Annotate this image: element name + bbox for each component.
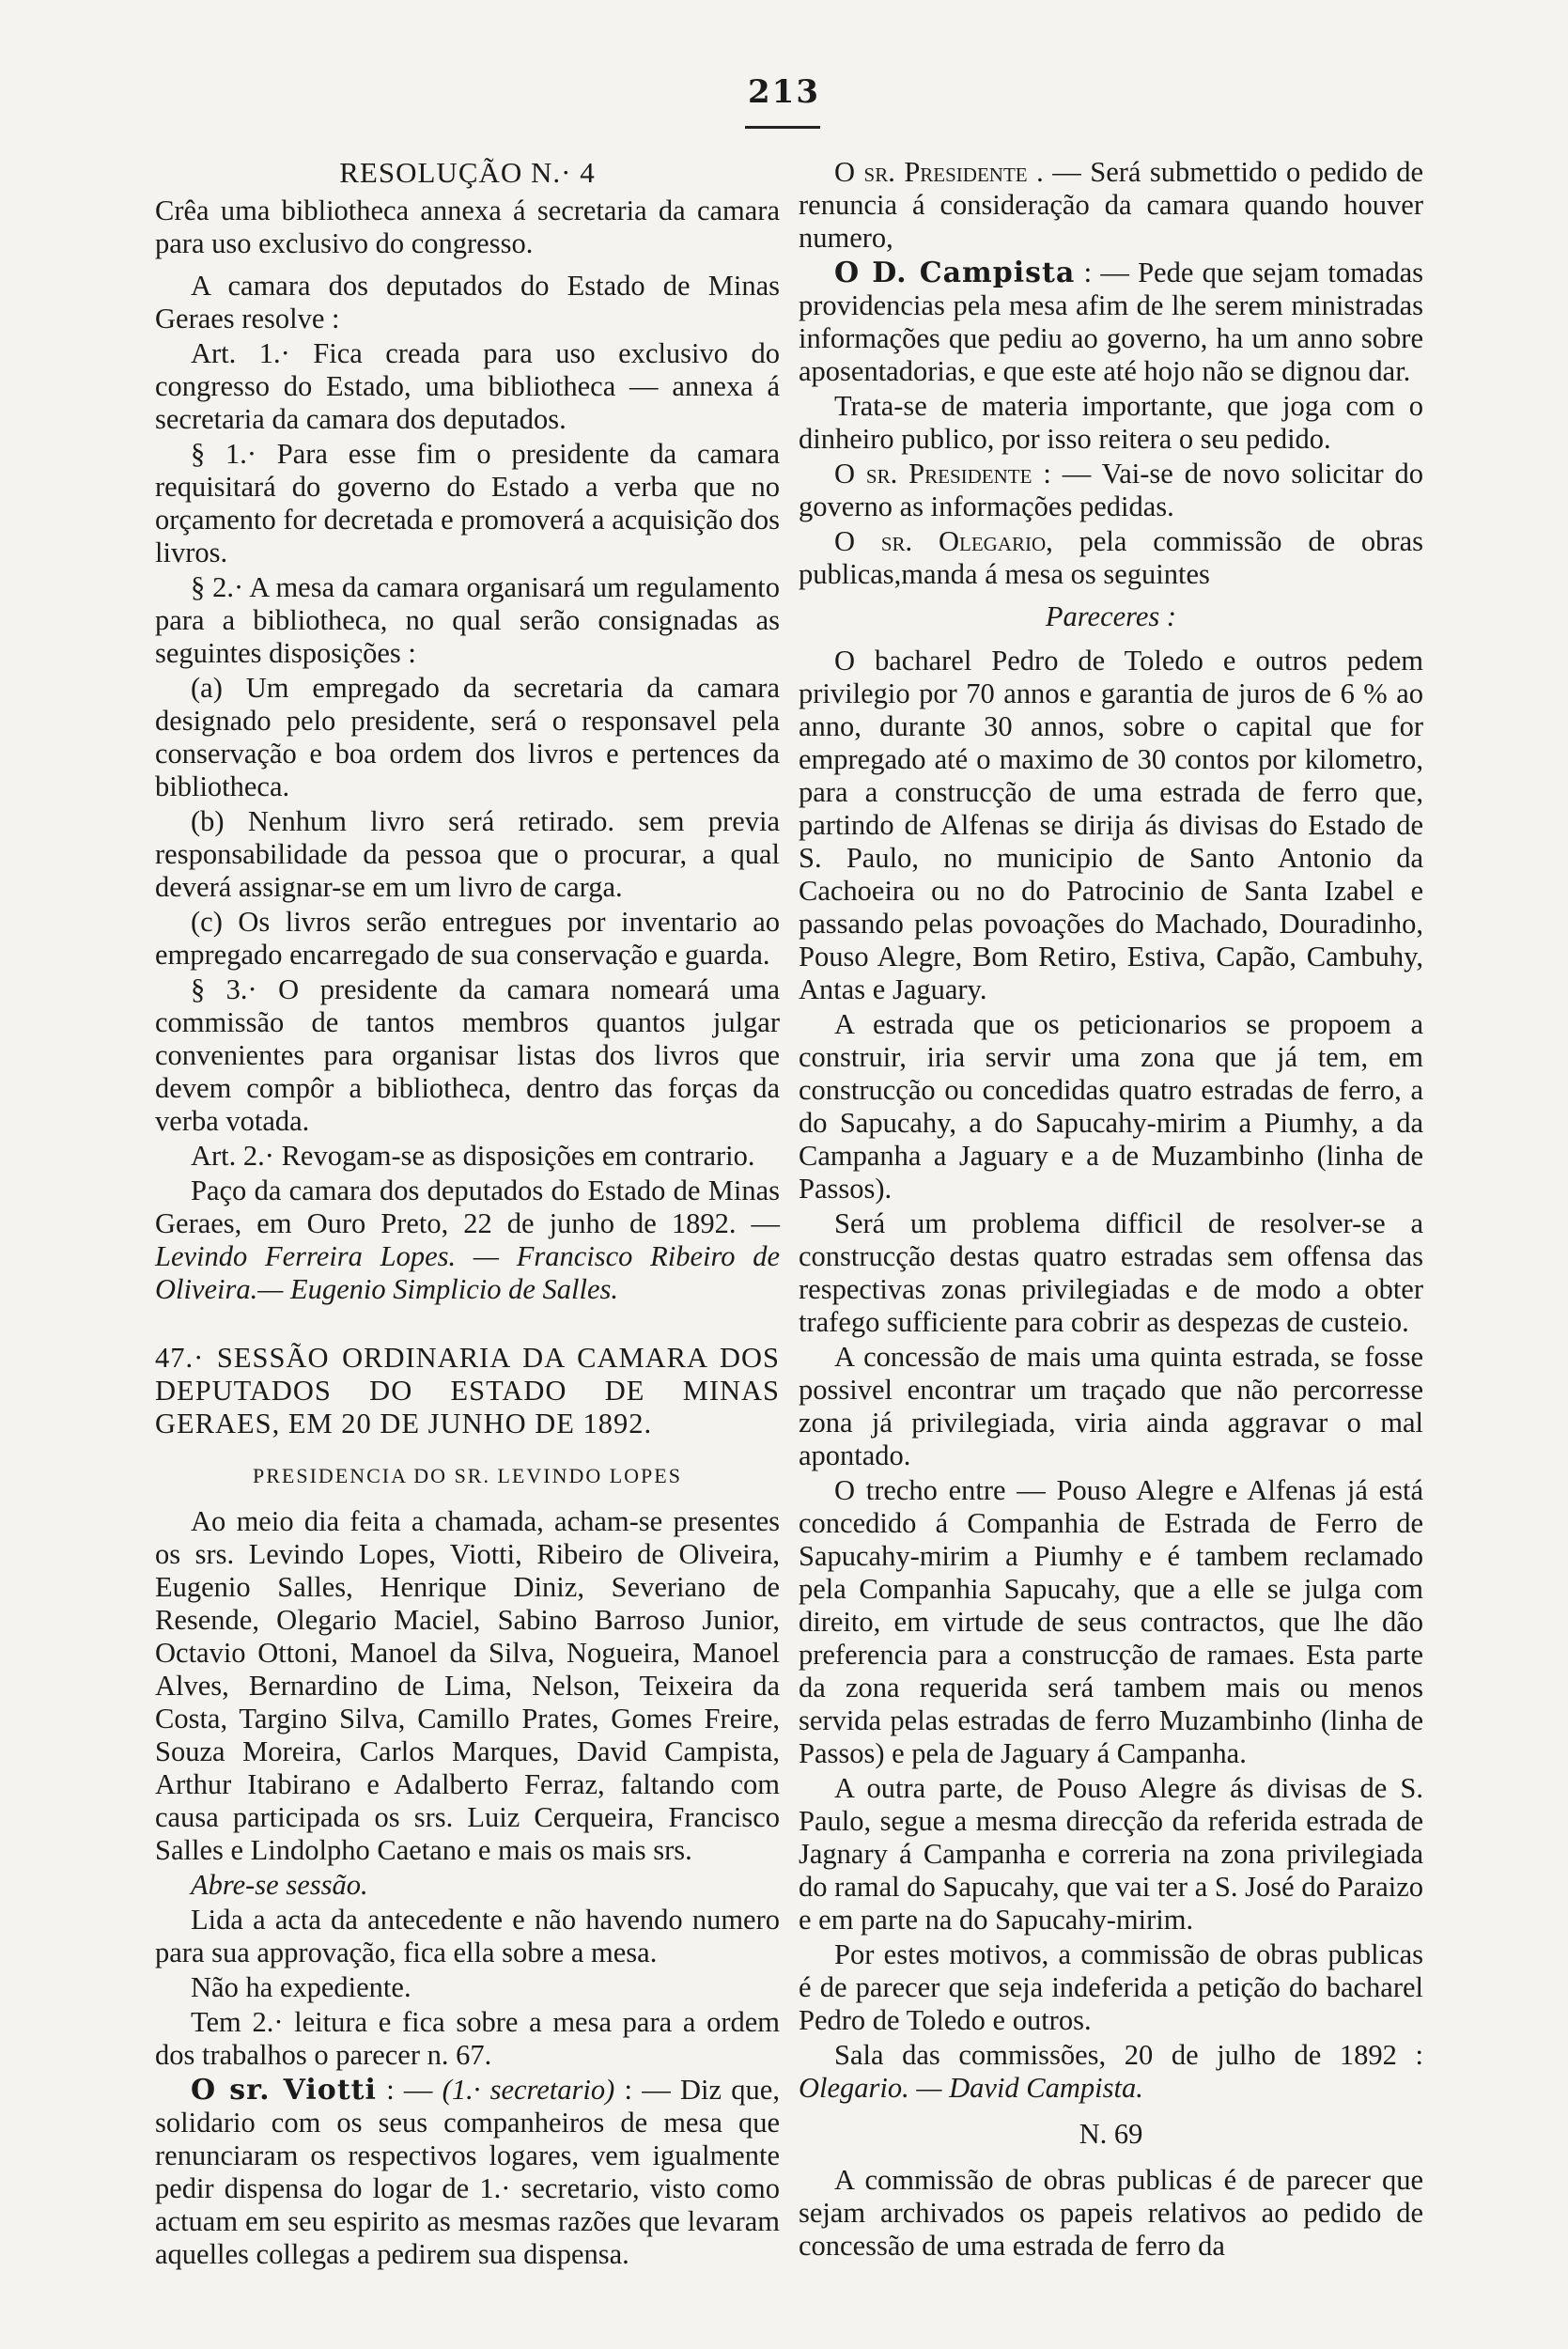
item-b: (b) Nenhum livro será retirado. sem previa responsabilidade da pessoa que o procurar, a qual deverá assignar-se em um livro de carga. <box>155 805 780 903</box>
parecer-paragraph-2: A estrada que os peticionarios se propoem a construir, iria servir uma zona que já tem, em construcção ou concedidas quatro estradas de ferro, a do Sapucahy, a do Sapucahy-mirim a Piumhy, a da Campanha a Jaguary e a de Muzambinho (linha de Passos). <box>799 1008 1423 1205</box>
item-a: (a) Um empregado da secretaria da camara designado pelo presidente, será o responsavel pela conservação e boa ordem dos livros e pertences da bibliotheca. <box>155 672 780 802</box>
viotti-text: Diz que, solidario com os seus companheiros de mesa que renunciaram os respectivos logares, vem igualmente pedir dispensa do logar de 1.· secretario, visto como actuam em seu espirito as mesmas razões que levaram aquelles collegas a pedirem sua dispensa. <box>155 2074 780 2270</box>
parecer-paragraph-3: Será um problema difficil de resolver-se a construcção destas quatro estradas sem offensa das respectivas zonas privilegiadas e de modo a obter trafego sufficiente para cobrir as despezas de custeio. <box>799 1207 1423 1338</box>
preamble: A camara dos deputados do Estado de Minas Geraes resolve : <box>155 270 780 334</box>
viotti-role: (1.· secretario) <box>442 2074 615 2106</box>
resolution-title: RESOLUÇÃO N.· 4 <box>339 156 596 189</box>
campista-speech-2: Trata-se de materia importante, que joga com o dinheiro publico, por isso reitera o seu pedido. <box>799 390 1423 455</box>
article-1: Art. 1.· Fica creada para uso exclusivo do congresso do Estado, uma bibliotheca — annexa á secretaria da camara dos deputados. <box>155 337 780 435</box>
signing-place <box>155 1174 780 1306</box>
pareceres-heading: Pareceres : <box>1045 600 1177 632</box>
session-heading: 47.· SESSÃO ORDINARIA DA CAMARA DOS DEPUTADOS DO ESTADO DE MINAS GERAES, EM 20 DE JUNHO DE 1892. <box>155 1342 780 1439</box>
resolution-summary: Crêa uma bibliotheca annexa á secretaria da camara para uso exclusivo do congresso. <box>155 194 780 259</box>
page-number: 213 <box>748 73 820 111</box>
parecer-paragraph-1: O bacharel Pedro de Toledo e outros pedem privilegio por 70 annos e garantia de juros de 6 % ao anno, durante 30 annos, sobre o capital que for empregado até o maximo de 30 contos por kilometro, para a construcção de uma estrada de ferro que, partindo de Alfenas se dirija ás divisas do Estado de S. Paulo, no municipio de Santo Antonio da Cachoeira ou no do Patrocinio de Santa Izabel e passando pelas povoações do Machado, Douradinho, Pouso Alegre, Bom Retiro, Estiva, Capão, Cambuhy, Antas e Jaguary. <box>799 645 1423 1005</box>
header-rule <box>745 126 820 129</box>
parecer-paragraph-4: A concessão de mais uma quinta estrada, se fosse possivel encontrar um traçado que não percorresse zona já privilegiada, viria ainda aggravar o mal apontado. <box>799 1341 1423 1471</box>
parecer-paragraph-6: A outra parte, de Pouso Alegre ás divisas de S. Paulo, segue a mesma direcção da referida estrada de Jagnary á Campanha e correria na zona privilegiada do ramal do Sapucahy, que vai ter a S. José do Paraizo e em parte na do Sapucahy-mirim. <box>799 1772 1423 1936</box>
commission-date: Sala das commissões, 20 de julho de 1892 : Olegario. — David Campista. <box>799 2039 1423 2104</box>
signing-text: Paço da camara dos deputados do Estado de Minas Geraes, em Ouro Preto, 22 de junho de 1892. — <box>155 1174 780 1239</box>
speaker-olegario: O sr. Olegario, <box>834 525 1053 557</box>
viotti-speech: O sr. Viotti : — (1.· secretario) : — Diz que, solidario com os seus companheiros de mesa que renunciaram os respectivos logares, vem igualmente pedir dispensa do logar de 1.· secretario, visto como actuam em seu espirito as mesmas razões que levaram aquelles collegas a pedirem sua dispensa. <box>155 2074 780 2270</box>
minutes-reading: Lida a acta da antecedente e não havendo numero para sua approvação, fica ella sobre a mesa. <box>155 1904 780 1968</box>
president-reply-1: O sr. Presidente . — Será submettido o pedido de renuncia á consideração da camara quando houver numero, <box>799 156 1424 254</box>
no-business: Não ha expediente. <box>191 1971 411 2003</box>
paragraph-1: § 1.· Para esse fim o presidente da camara requisitará do governo do Estado a verba que no orçamento for decretada e promoverá a acquisição dos livros. <box>155 438 780 568</box>
roll-call: Ao meio dia feita a chamada, acham-se presentes os srs. Levindo Lopes, Viotti, Ribeiro de Oliveira, Eugenio Salles, Henrique Diniz, Severiano de Resende, Olegario Maciel, Sabino Barroso Junior, Octavio Ottoni, Manoel da Silva, Nogueira, Manoel Alves, Bernardino de Lima, Nelson, Teixeira da Costa, Targino Silva, Camillo Prates, Gomes Freire, Souza Moreira, Carlos Marques, David Campista, Arthur Itabirano e Adalberto Ferraz, faltando com causa participada os srs. Luiz Cerqueira, Francisco Salles e Lindolpho Caetano e mais os mais srs. <box>155 1505 780 1866</box>
session-opened: Abre-se sessão. <box>191 1869 368 1901</box>
speaker-viotti: O sr. Viotti <box>191 2074 377 2107</box>
president-reply-2: O sr. Presidente : — Vai-se de novo solicitar do governo as informações pedidas. <box>799 458 1424 522</box>
left-column <box>155 156 780 2273</box>
paragraph-2: § 2.· A mesa da camara organisará um regulamento para a bibliotheca, no qual serão consignadas as seguintes disposições : <box>155 571 780 669</box>
speaker-president-2: O sr. Presidente <box>834 458 1032 490</box>
parecer-69-text: A commissão de obras publicas é de parecer que sejam archivados os papeis relativos ao pedido de concessão de uma estrada de ferro da <box>799 2164 1423 2262</box>
article-2: Art. 2.· Revogam-se as disposições em contrario. <box>191 1140 755 1172</box>
parecer-paragraph-5: O trecho entre — Pouso Alegre e Alfenas já está concedido á Companhia de Estrada de Ferro de Sapucahy-mirim a Piumhy e é tambem reclamado pela Companhia Sapucahy, que a elle se julga com direito, em virtude de seus contractos, que lhe dão preferencia para a construcção de ramaes. Esta parte da zona requerida será tambem mais ou menos servida pelas estradas de ferro Muzambinho (linha de Passos) e pela de Jaguary á Campanha. <box>799 1474 1423 1769</box>
olegario-speech: O sr. Olegario, pela commissão de obras publicas,manda á mesa os seguintes <box>799 525 1423 590</box>
item-c: (c) Os livros serão entregues por inventario ao empregado encarregado de sua conservação e guarda. <box>155 906 780 971</box>
campista-speech: O D. Campista : — Pede que sejam tomadas providencias pela mesa afim de lhe serem ministradas informações que pediu ao governo, ha um anno sobre aposentadorias, e que este até hojo não se dignou dar. <box>799 257 1423 387</box>
signatories: Levindo Ferreira Lopes. — Francisco Ribeiro de Oliveira.— Eugenio Simplicio de Salles. <box>155 1240 780 1305</box>
presidency-heading: PRESIDENCIA DO SR. LEVINDO LOPES <box>253 1464 682 1487</box>
parecer-number-69: N. 69 <box>1079 2118 1143 2150</box>
right-column <box>799 156 1423 2264</box>
second-reading: Tem 2.· leitura e fica sobre a mesa para a ordem dos trabalhos o parecer n. 67. <box>155 2006 780 2071</box>
parecer-paragraph-7: Por estes motivos, a commissão de obras publicas é de parecer que seja indeferida a petição do bacharel Pedro de Toledo e outros. <box>799 1938 1423 2036</box>
speaker-campista: O D. Campista <box>834 257 1076 289</box>
paragraph-3: § 3.· O presidente da camara nomeará uma commissão de tantos membros quantos julgar convenientes para organisar listas dos livros que devem compôr a bibliotheca, dentro das forças da verba votada. <box>155 973 780 1137</box>
speaker-president: O sr. Presidente <box>834 156 1028 188</box>
commission-signatories: Olegario. — David Campista. <box>799 2072 1143 2104</box>
